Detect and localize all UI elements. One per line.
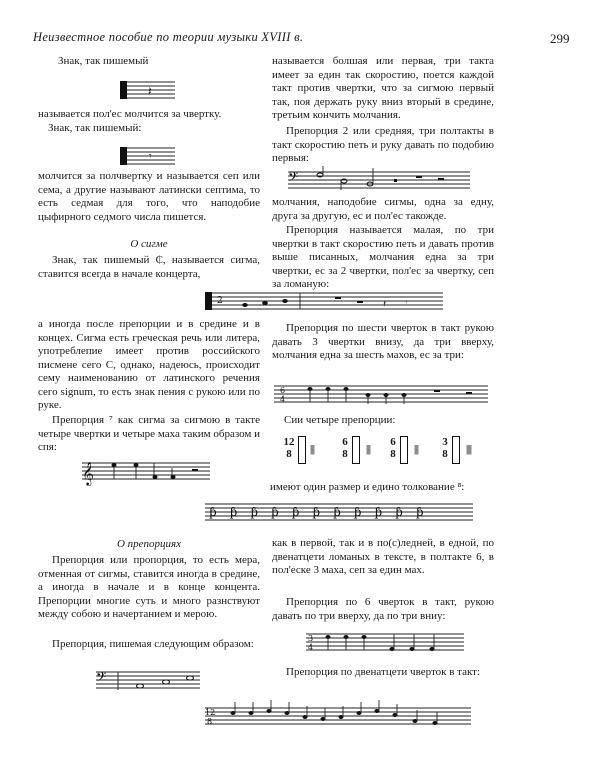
- paragraph: Препорция, пишемая следующим образом:: [52, 638, 254, 650]
- svg-text:𝄾: 𝄾: [405, 298, 408, 308]
- paragraph: Сии четыре препорции:: [284, 414, 396, 426]
- sign-top: 12: [283, 436, 295, 448]
- sign-top: 3: [442, 436, 448, 448]
- paragraph: а иногда после препорции и в средине и в концех. Сигма есть греческая речь или литера, употреблепие имеет против российского писмене сего С, однако, надеюсь, происходит сему наименованию от латинского речения сего signum, то есть знак пения с рукою или по руке.: [38, 318, 260, 411]
- music-staff-rest: [120, 146, 176, 166]
- paragraph: Знак, так пишемый:: [48, 122, 142, 134]
- paragraph: Препорция по двенатцети чверток в такт:: [286, 666, 481, 678]
- sign-bottom: 8: [286, 448, 292, 460]
- music-staff: [205, 706, 473, 728]
- proportion-signs: 12 8 |||| 6 8 |||| 6 8 |||| 3 8 |||||: [282, 436, 492, 470]
- music-staff-bass: [288, 170, 472, 192]
- paragraph: Препорция называется малая, по три чвертки в такт скоростию петь и давать против выше писанных, молчания една за три чвертки, ес за 2 чвертки, пол'ес за чвертку, сеп за ломаную:: [272, 224, 494, 290]
- paragraph: называется пол'ес молчится за чвертку.: [38, 108, 222, 120]
- paragraph: молчания, наподобие сигмы, одна за едну, друга за другую, ес и пол'ес такожде.: [272, 196, 494, 222]
- music-staff: [274, 384, 490, 404]
- music-staff-rest: [120, 80, 176, 100]
- music-staff: [205, 291, 445, 313]
- music-staff: [306, 632, 466, 652]
- svg-text:𝄽: 𝄽: [148, 84, 152, 98]
- svg-text:𝄢: 𝄢: [288, 169, 299, 188]
- svg-text:4: 4: [280, 395, 286, 404]
- svg-text:6: 6: [280, 386, 286, 395]
- svg-text:𝄾: 𝄾: [149, 151, 152, 162]
- svg-text:8: 8: [207, 717, 213, 726]
- paragraph: молчится за полчвертку и называется сеп или сема, а другие называют латински септима, то есть седмая для того, что наподобие цыфирного седмого числа пишется.: [38, 170, 260, 223]
- svg-text:ƥƥƥƥƥƥƥƥƥƥƥ: ƥƥƥƥƥƥƥƥƥƥƥ: [209, 505, 437, 519]
- paragraph: Препорция по шести чверток в такт рукою давать 3 чвертки внизу, да три вверху, молчания една за шесть махов, ес за три:: [272, 322, 494, 361]
- svg-text:𝄞: 𝄞: [82, 461, 94, 485]
- sign-bottom: 8: [442, 448, 448, 460]
- svg-text:𝄽: 𝄽: [383, 299, 387, 310]
- paragraph: как в первой, так и в по(с)ледней, в едной, по двенатцети ломаных в тексте, в полтакте 6, в пол'еске 3 маха, сеп за един мах.: [272, 537, 494, 576]
- section-heading: О сигме: [130, 238, 168, 250]
- music-staff: [205, 502, 475, 522]
- paragraph: Препорция по 6 чверток в такт, рукою давать по три вверху, да по три вниу:: [272, 596, 494, 622]
- svg-text:𝄢: 𝄢: [96, 669, 107, 688]
- music-staff-treble: [82, 460, 212, 484]
- paragraph: Препорция ⁷ как сигма за сигмою в такте четыре чвертки и четыре маха таким образом и спя:: [38, 414, 260, 453]
- paragraph: Препорция или пропорция, то есть мера, отменная от сигмы, ставится иногда в средине, а иногда в начале и в конце концента. Препорции многие суть и много разнствуют между собою и начертанием и мерою.: [38, 554, 260, 620]
- sign-top: 6: [390, 436, 396, 448]
- running-title: Неизвестное пособие по теории музыки XVIII в.: [33, 30, 304, 44]
- sign-bottom: 8: [390, 448, 396, 460]
- sign-top: 6: [342, 436, 348, 448]
- paragraph: Знак, так пишемый ₵, называется сигма, ставится всегда в начале концерта,: [38, 254, 260, 280]
- section-heading: О препорциях: [116, 538, 182, 550]
- paragraph: имеют один размер и едино толкование ⁸:: [270, 481, 465, 493]
- music-staff-bass: [96, 670, 202, 692]
- paragraph: называется болшая или первая, три такта имеет за един так скоростию, поется каждой такт против чвертки, что за сигмою первый так, поя держать руку вниз вторый в средине, третьим кончить молчания.: [272, 55, 494, 121]
- paragraph: Препорция 2 или средняя, три полтакты в такт скоростию петь и руку давать по подобию первыя:: [272, 125, 494, 164]
- sign-bottom: 8: [342, 448, 348, 460]
- svg-text:4: 4: [308, 643, 314, 652]
- svg-text:12: 12: [205, 708, 216, 717]
- page-number: 299: [550, 31, 570, 46]
- svg-text:2: 2: [217, 296, 223, 306]
- svg-text:3: 3: [308, 634, 314, 643]
- paragraph: Знак, так пишемый: [58, 55, 149, 67]
